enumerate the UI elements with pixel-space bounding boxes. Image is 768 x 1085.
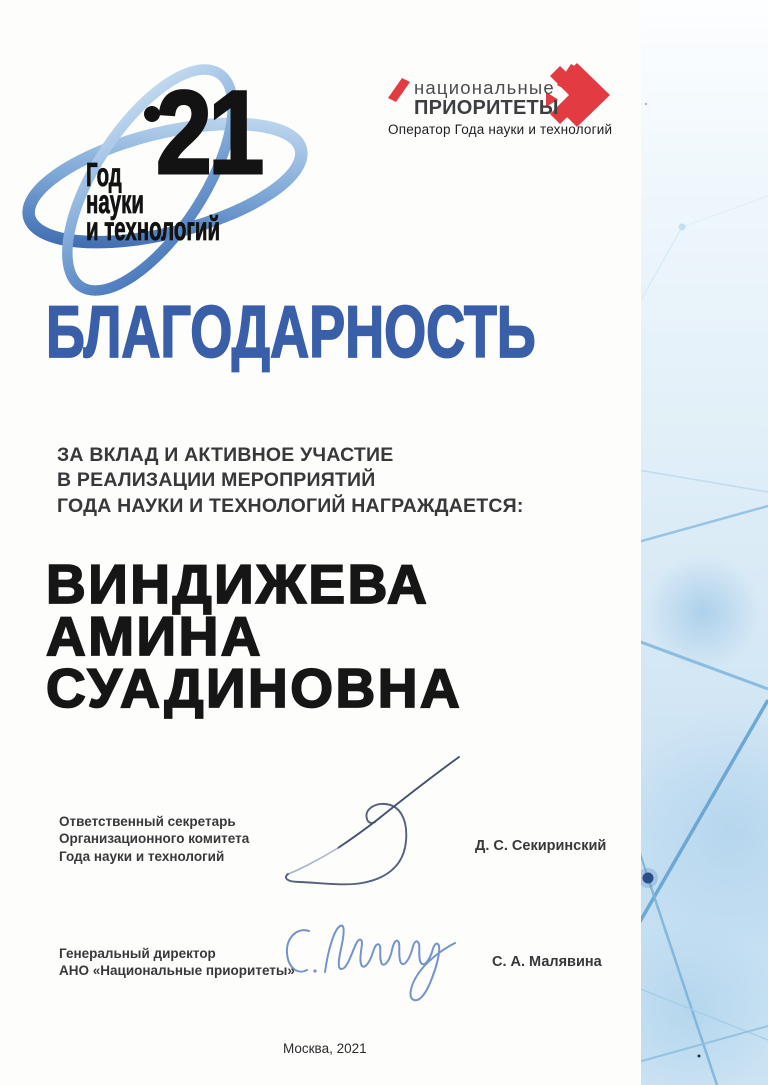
footer-city-year: Москва, 2021 xyxy=(283,1041,367,1056)
signatory-role-line: Генеральный директор xyxy=(59,946,216,961)
year-logo-text-line: Год xyxy=(86,156,122,193)
year-logo-text-line: и технологий xyxy=(86,210,221,247)
year-logo-number: 21 xyxy=(156,67,261,199)
signatory-role-line: Года науки и технологий xyxy=(59,848,225,864)
signature-malyavina-icon xyxy=(287,925,455,1000)
recipient-name-line: ВИНДИЖЕВА xyxy=(46,553,430,615)
award-statement-line: ЗА ВКЛАД И АКТИВНОЕ УЧАСТИЕ xyxy=(57,444,394,466)
signature-sekirinsky-icon xyxy=(286,757,459,884)
signatory-role-director xyxy=(59,945,295,980)
national-priorities-wordmark-bottom: ПРИОРИТЕТЫ xyxy=(414,97,559,119)
network-pattern-icon xyxy=(641,0,768,1085)
signatory-role-line: АНО «Национальные приоритеты» xyxy=(59,963,295,979)
background-network-band xyxy=(641,0,768,1085)
signatory-name-malyavina: С. А. Малявина xyxy=(492,954,602,970)
recipient-name-line: АМИНА xyxy=(46,605,264,667)
national-priorities-wordmark-top: национальные xyxy=(414,77,555,98)
year-logo-text xyxy=(86,156,221,247)
signatory-role-secretary xyxy=(59,813,249,865)
red-slash-icon xyxy=(388,78,410,102)
award-statement xyxy=(57,443,524,519)
certificate-title: БЛАГОДАРНОСТЬ xyxy=(46,292,536,373)
operator-subtitle: Оператор Года науки и технологий xyxy=(388,122,613,137)
signatory-role-line: Ответственный секретарь xyxy=(59,814,236,829)
award-statement-line: ГОДА НАУКИ И ТЕХНОЛОГИЙ НАГРАЖДАЕТСЯ: xyxy=(57,494,524,517)
year-logo-text-line: науки xyxy=(86,183,144,220)
recipient-name xyxy=(46,553,463,719)
signatory-name-sekirinsky: Д. С. Секиринский xyxy=(475,838,607,854)
recipient-name-line: СУАДИНОВНА xyxy=(46,657,463,719)
award-statement-line: В РЕАЛИЗАЦИИ МЕРОПРИЯТИЙ xyxy=(57,469,376,492)
signatory-role-line: Организационного комитета xyxy=(59,831,250,847)
